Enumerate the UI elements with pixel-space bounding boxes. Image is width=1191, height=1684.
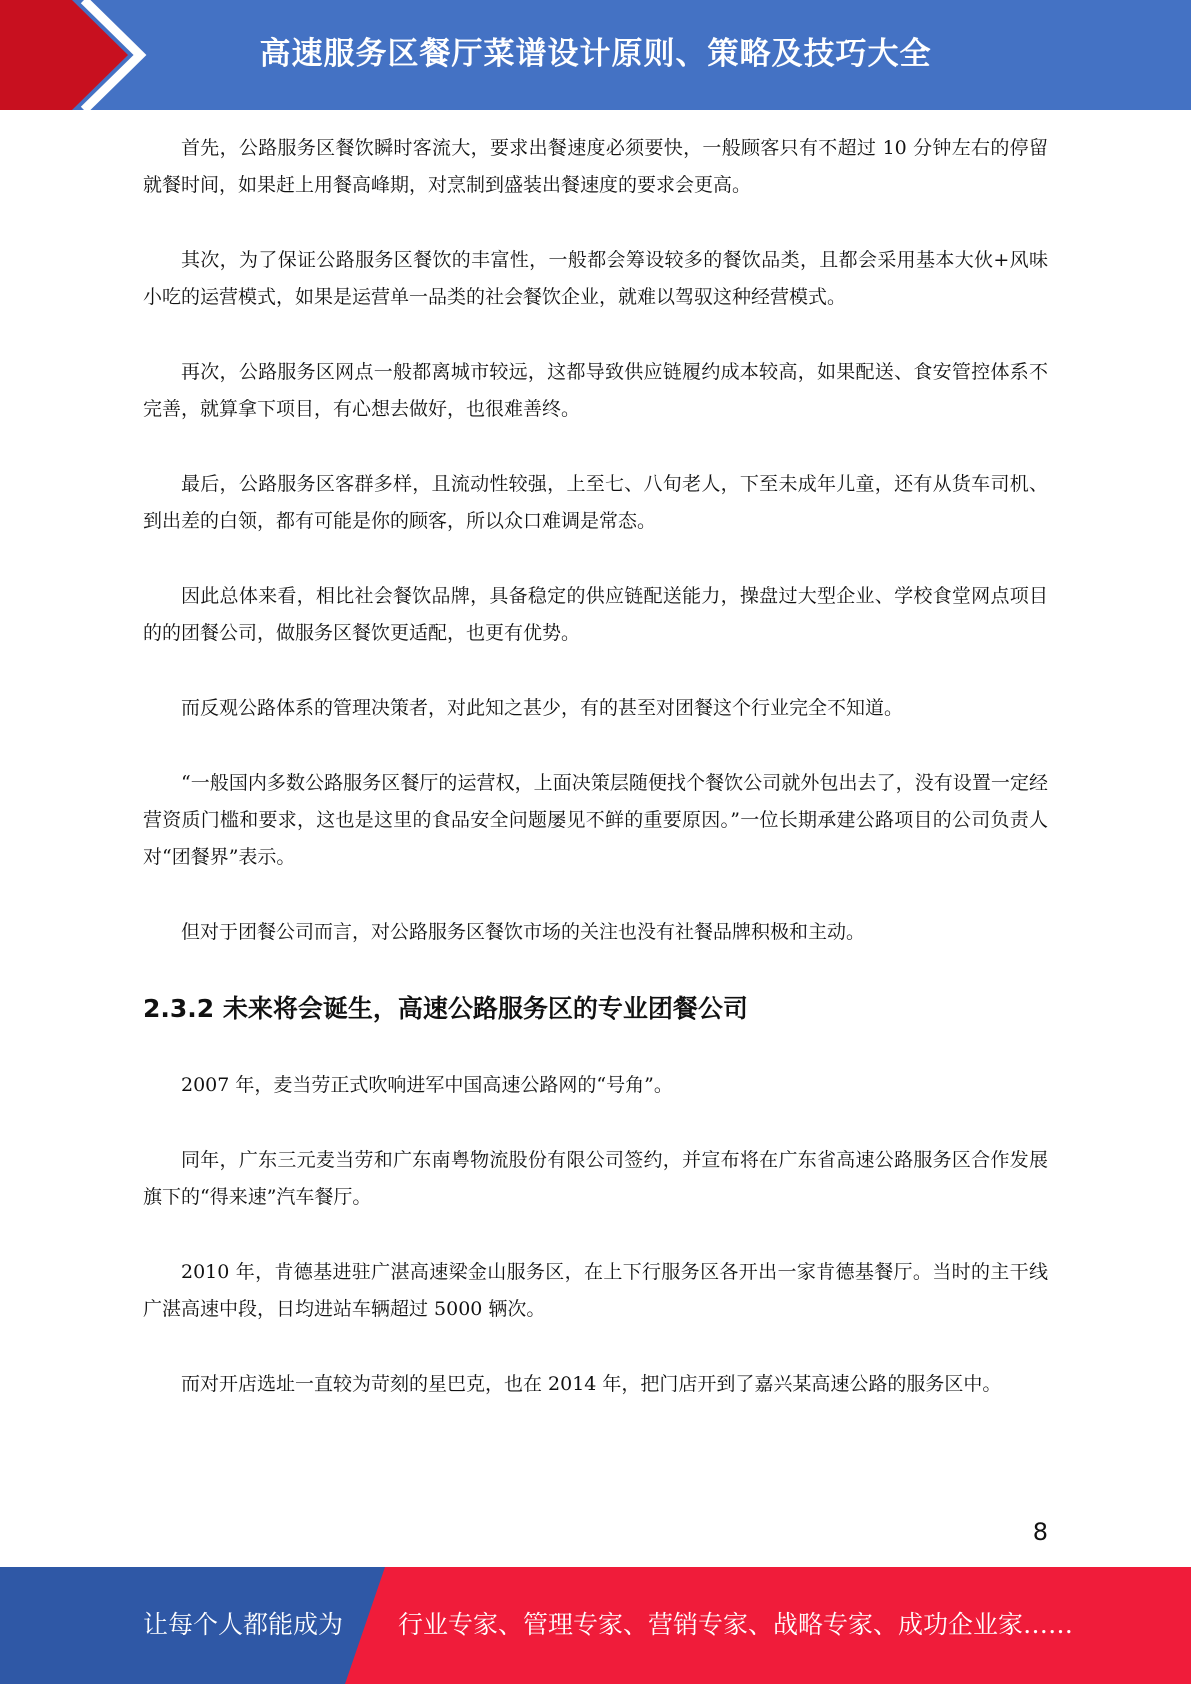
- paragraph: 因此总体来看，相比社会餐饮品牌，具备稳定的供应链配送能力，操盘过大型企业、学校食堂网点项目的的团餐公司，做服务区餐饮更适配，也更有优势。: [143, 585, 1048, 644]
- main-content: [143, 130, 1048, 1441]
- footer-slogan-right: 行业专家、管理专家、营销专家、战略专家、成功企业家……: [398, 1610, 1074, 1639]
- paragraph: 最后，公路服务区客群多样，且流动性较强，上至七、八旬老人，下至未成年儿童，还有从货车司机、到出差的白领，都有可能是你的顾客，所以众口难调是常态。: [143, 473, 1048, 532]
- paragraph: 其次，为了保证公路服务区餐饮的丰富性，一般都会筹设较多的餐饮品类，且都会采用基本大伙+风味小吃的运营模式，如果是运营单一品类的社会餐饮企业，就难以驾驭这种经营模式。: [143, 249, 1048, 308]
- footer-slogan-left: 让每个人都能成为: [143, 1610, 344, 1639]
- section-heading: 2.3.2 未来将会诞生，高速公路服务区的专业团餐公司: [143, 994, 748, 1023]
- paragraph: 再次，公路服务区网点一般都离城市较远，这都导致供应链履约成本较高，如果配送、食安管控体系不完善，就算拿下项目，有心想去做好，也很难善终。: [143, 361, 1048, 420]
- paragraph: 而反观公路体系的管理决策者，对此知之甚少，有的甚至对团餐这个行业完全不知道。: [181, 697, 904, 719]
- paragraph: “一般国内多数公路服务区餐厅的运营权，上面决策层随便找个餐饮公司就外包出去了，没有设置一定经营资质门槛和要求，这也是这里的食品安全问题屡见不鲜的重要原因。”一位长期承建公路项目的公司负责人对“团餐界”表示。: [143, 772, 1048, 868]
- paragraph: 同年，广东三元麦当劳和广东南粤物流股份有限公司签约，并宣布将在广东省高速公路服务区合作发展旗下的“得来速”汽车餐厅。: [143, 1149, 1048, 1208]
- paragraph: 2010 年，肯德基进驻广湛高速梁金山服务区，在上下行服务区各开出一家肯德基餐厅。当时的主干线广湛高速中段，日均进站车辆超过 5000 辆次。: [143, 1261, 1048, 1320]
- header-banner: [0, 0, 1191, 110]
- document-title: 高速服务区餐厅菜谱设计原则、策略及技巧大全: [259, 36, 932, 72]
- paragraph: 2007 年，麦当劳正式吹响进军中国高速公路网的“号角”。: [181, 1074, 673, 1096]
- paragraph: 而对开店选址一直较为苛刻的星巴克，也在 2014 年，把门店开到了嘉兴某高速公路的服务区中。: [181, 1373, 1002, 1395]
- paragraph: 首先，公路服务区餐饮瞬时客流大，要求出餐速度必须要快，一般顾客只有不超过 10 分钟左右的停留就餐时间，如果赶上用餐高峰期，对烹制到盛装出餐速度的要求会更高。: [143, 137, 1048, 196]
- paragraph: 但对于团餐公司而言，对公路服务区餐饮市场的关注也没有社餐品牌积极和主动。: [181, 921, 866, 943]
- footer-banner: [0, 1567, 1191, 1684]
- page-number: 8: [1032, 1518, 1048, 1546]
